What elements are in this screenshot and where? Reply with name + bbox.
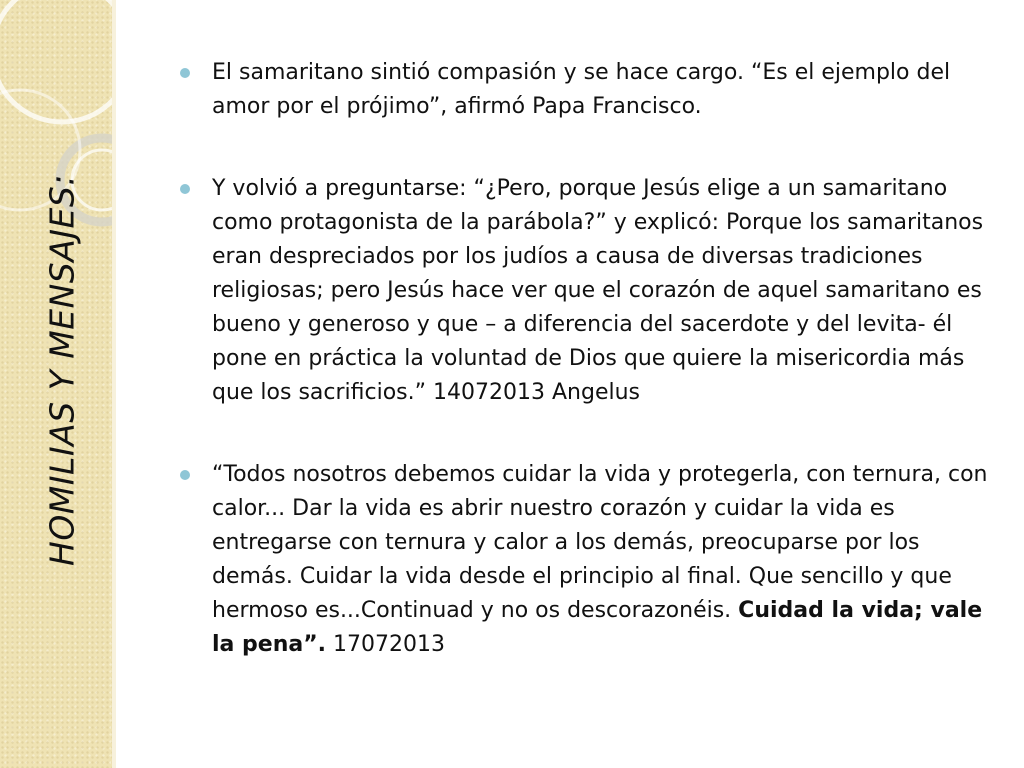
bullet-dot-icon [180,184,190,194]
bullet-dot-icon [180,470,190,480]
bullet-text: Y volvió a preguntarse: “¿Pero, porque Jesús elige a un samaritano como protagonista de la parábola?” y explicó: Porque los samaritanos eran despreciados por los judíos a causa de diversas tradiciones religiosas; pero Jesús hace ver que el corazón de aquel samaritano es bueno y generoso y que – a diferencia del sacerdote y del levita- él pone en práctica la voluntad de Dios que quiere la misericordia más que los sacrificios.” 14072013 Angelus [212,176,984,405]
bullet-text: “Todos nosotros debemos cuidar la vida y protegerla, con ternura, con calor... Dar la vida es abrir nuestro corazón y cuidar la vida es entregarse con ternura y calor a los demás, preocuparse por los demás. Cuidar la vida desde el principio al final. Que sencillo y que hermoso es...Continuad y no os descorazonéis. [212,462,988,623]
slide-title: HOMILIAS Y MENSAJES: [42,174,82,566]
bullet-date: 17072013 [333,632,446,657]
decorative-sidebar [0,0,116,768]
bullet-item [180,56,995,124]
bullet-text: El samaritano sintió compasión y se hace cargo. “Es el ejemplo del amor por el prójimo”, afirmó Papa Francisco. [212,60,951,119]
bullet-bold-text: Cuidad la vida; vale la pena”. [212,598,983,657]
bullet-item [180,172,995,410]
bullet-dot-icon [180,68,190,78]
bullet-item [180,458,995,662]
bullet-list [180,56,995,710]
